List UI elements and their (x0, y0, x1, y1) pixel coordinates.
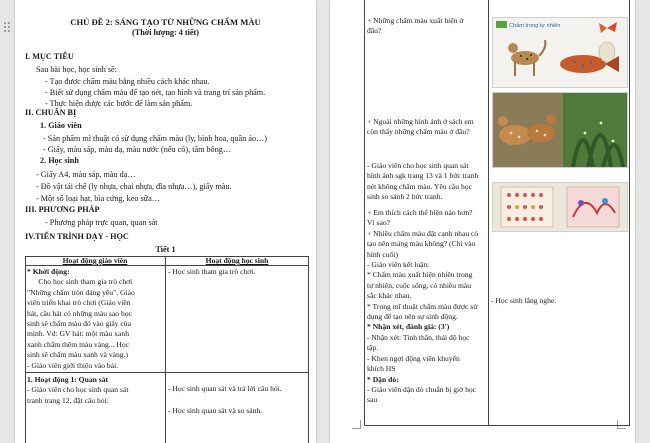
cell-line: - Học sinh quan sát và so sánh. (168, 406, 263, 415)
deer-plants-image (492, 92, 628, 168)
list-item: - Phương pháp trực quan, quan sát (45, 218, 158, 227)
cell-line: - Học sinh quan sát và trả lời câu hỏi. (168, 384, 282, 393)
cell-line: * Trong mĩ thuật chấm màu được sử (367, 301, 478, 311)
table-cell (27, 267, 164, 371)
cell-line: sinh so sánh 2 bức tranh. (367, 192, 443, 202)
table-cell (367, 208, 487, 406)
nature-dots-image (492, 17, 628, 88)
cell-line: tranh trang 12, đặt câu hỏi: (27, 395, 109, 405)
cell-line: xanh chấm thêm màu vàng... Học (27, 339, 130, 349)
cell-line: đâu? (367, 26, 382, 36)
list-item: - Thực hiện được các bước để làm sản phẩm. (45, 99, 193, 108)
list-item: - Sản phẩm mĩ thuật có sử dụng chấm màu (ly, bình hoa, quần áo…) (43, 134, 268, 143)
cell-line: sắc khác nhau. (367, 291, 412, 301)
cell-line: - Giáo viên kết luận: (367, 260, 430, 270)
page-title: CHỦ ĐỀ 2: SÁNG TẠO TỪ NHỮNG CHẤM MÀU (70, 17, 261, 27)
dot-paintings-image (492, 182, 628, 232)
drag-handle-icon[interactable] (4, 22, 12, 34)
section-heading: I. MỤC TIÊU (25, 52, 74, 61)
section-heading: III. PHƯƠNG PHÁP (25, 205, 100, 214)
cell-line: 1. Hoạt động 1: Quan sát (27, 375, 109, 384)
margin-mark (352, 420, 361, 429)
cell-line: - Học sinh lắng nghe. (491, 296, 557, 305)
cell-line: viên triển khai trò chơi (Giáo viên (27, 298, 131, 308)
cell-line: nét không chấm màu. Yêu cầu học (367, 181, 472, 191)
cell-line: - Nhận xét: Tinh thần, thái độ học (367, 332, 470, 342)
cell-line: + Em thích cách thể hiện nào hơn? (367, 208, 473, 217)
cell-line: - Giáo viên dặn dò chuẩn bị giờ học (367, 384, 477, 394)
table-column-divider (488, 0, 489, 425)
table-header: Hoạt động học sinh (205, 256, 269, 265)
table-cell (168, 384, 306, 394)
cell-line: * Nhận xét, đánh giá: (3') (367, 322, 450, 332)
document-page-2 (330, 0, 635, 443)
cell-line: + Những chấm màu xuất hiện ở (367, 16, 464, 25)
cell-line: * Khởi động: (27, 267, 70, 276)
cell-line: hát, cầu hát có những màu sao học (27, 308, 132, 318)
list-item: - Giấy A4, màu sáp, màu dạ… (36, 170, 136, 179)
cell-line: sinh sẽ chấm màu đó vào giấy của (27, 319, 131, 329)
table-cell (168, 267, 306, 277)
list-item: - Một số loại hạt, bìa cứng, keo sữa… (36, 194, 160, 203)
table-cell (367, 117, 487, 138)
list-item: - Đồ vật tái chế (ly nhựa, chai nhựa, đĩa nhựa…), giấy màu. (36, 182, 232, 191)
cell-line: + Nhiều chấm màu đặt cạnh nhau có (367, 228, 479, 238)
cell-line: Cho học sinh tham gia trò chơi (27, 277, 133, 287)
cell-line: còn thấy những chấm màu ở đâu? (367, 127, 470, 137)
section-heading: IV.TIẾN TRÌNH DẠY - HỌC (25, 232, 129, 241)
lesson-label: Tiết 1 (155, 245, 176, 254)
cell-line: sinh sẽ chấm màu xanh và vàng.) (27, 350, 129, 360)
cell-line: "Những chấm tròn đáng yêu". Giáo (27, 287, 135, 297)
cell-line: - Học sinh tham gia trò chơi. (168, 267, 256, 276)
section-intro: Sau bài học, học sinh sẽ: (36, 65, 117, 74)
subsection-heading: 1. Giáo viên (40, 121, 82, 130)
cell-line: hình ảnh sgk trang 13 và 1 bức tranh (367, 171, 479, 181)
cell-line: mình. Vd: GV hát: một màu xanh (27, 329, 130, 339)
image-caption: Chấm trong tự nhiên (509, 23, 561, 29)
list-item: - Tạo được chấm màu bằng nhiều cách khác nhau. (45, 77, 210, 86)
table-column-divider (165, 256, 166, 443)
cell-line: tự nhiên, cuộc sống, có nhiều màu (367, 280, 472, 290)
cell-line: - Giáo viên cho học sinh quan sát (367, 161, 469, 170)
cell-line: + Ngoài những hình ảnh ở sách em (367, 117, 474, 126)
cell-line: dụng để tạo nên sự sinh động. (367, 312, 458, 322)
list-item: - Biết sử dụng chấm màu để tạo nét, tạo hình và trang trí sản phẩm. (45, 88, 266, 97)
cell-line: tập. (367, 343, 379, 353)
table-cell (27, 375, 164, 406)
cell-line: Vì sao? (367, 218, 390, 228)
cell-line: khích HS (367, 364, 396, 374)
cell-line: - Khen ngợi động viên khuyến (367, 353, 460, 363)
duration-text: (Thời lượng: 4 tiết) (132, 28, 199, 37)
cell-line: * Chấm màu xuất hiện nhiều trong (367, 270, 473, 280)
cell-line: - Giáo viên cho học sinh quan sát (27, 385, 129, 395)
document-page-1 (15, 0, 316, 443)
subsection-heading: 2. Học sinh (40, 156, 79, 165)
cell-line: sau (367, 395, 378, 405)
table-row-divider (25, 372, 308, 373)
table-cell (491, 296, 626, 306)
cell-line: * Dặn dò: (367, 374, 399, 384)
table-header: Hoạt động giáo viên (62, 256, 128, 265)
list-item: - Giấy, màu sáp, màu dạ, màu nước (nếu có), tăm bông… (43, 145, 232, 154)
cell-line: tạo nên mảng màu không? (Chỉ vào (367, 239, 476, 249)
table-cell (168, 406, 306, 416)
cell-line: - Giáo viên giới thiệu vào bài. (27, 360, 119, 370)
table-cell (367, 16, 487, 37)
cell-line: hình cuối) (367, 249, 399, 259)
section-heading: II. CHUẨN BỊ (25, 108, 77, 117)
table-cell (367, 161, 487, 203)
